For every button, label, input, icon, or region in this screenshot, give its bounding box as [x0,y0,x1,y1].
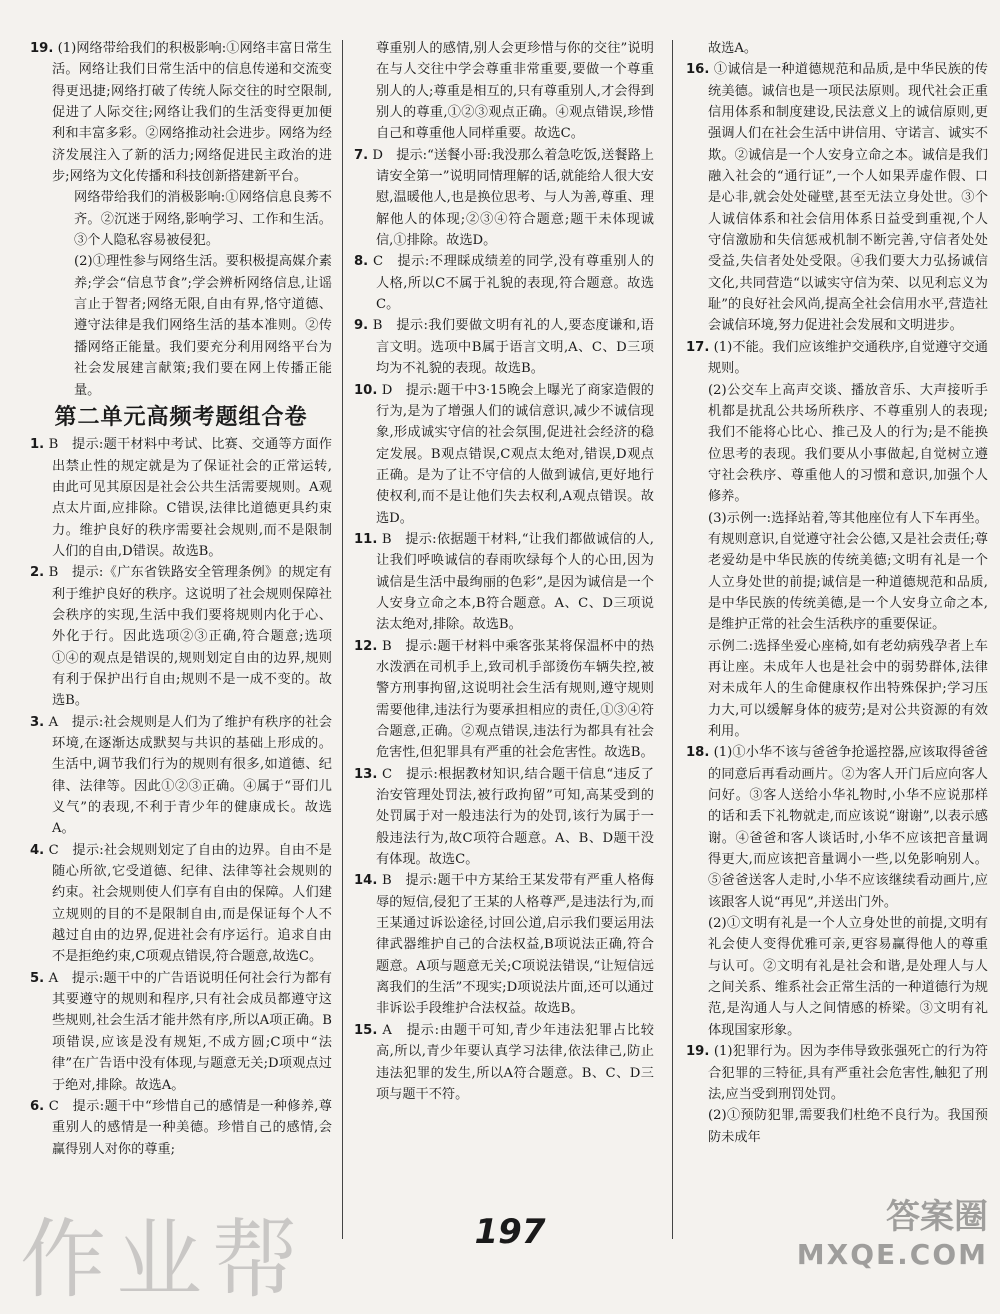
answer-text: 故选A。 [708,41,758,56]
answer-text: (1)①小华不该与爸爸争抢遥控器,应该取得爸爸的同意后再看动画片。②为客人开门后应向客人问好。③客人送给小华礼物时,小华不应说那样的话和丢下礼物就走,而应该说“谢谢”,以表示感谢。④爸爸和客人谈话时,小华不应该把音量调得更大,而应该把音量调小一些,以免影响别人。⑤爸爸送客人走时,小华不应该继续看动画片,应该跟客人说“再见”,并送出门外。 [708,745,988,910]
answer-text: (2)①文明有礼是一个人立身处世的前提,文明有礼会使人变得优雅可亲,更容易赢得他人的尊重与认可。②文明有礼是社会和谐,是处理人与人之间关系、维系社会正常生活的一种道德行为规范,是沟通人与人之间情感的桥梁。③文明有礼体现国家形象。 [708,916,988,1038]
answer-text: 网络带给我们的消极影响:①网络信息良莠不齐。②沉迷于网络,影响学习、工作和生活。③个人隐私容易被侵犯。 [74,190,332,249]
answer-text: 尊重别人的感情,别人会更珍惜与你的交往”说明在与人交往中学会尊重非常重要,要做一个尊重别人的人;尊重是相互的,只有尊重别人,才会得到别人的尊重,①②③观点正确。④观点错误,珍惜自己和尊重他人同样重要。故选C。 [376,41,654,142]
item-number: 16. [686,62,710,78]
answer-15 [354,1020,654,1105]
answer-1 [30,434,332,562]
answer-2 [30,562,332,711]
answer-text: (1)网络带给我们的积极影响:①网络丰富日常生活。网络让我们日常生活中的信息传递和交流变得更迅捷;网络打破了传统人际交往的时空限制,促进了人际交往;网络让我们的生活变得更加便利和丰富多彩。②网络推动社会进步。网络为经济发展注入了新的活力;网络促进民主政治的进步;网络为文化传播和科技创新搭建新平台。 [52,41,332,185]
item-number: 3. [30,714,45,730]
page-number: 197 [474,1212,546,1252]
answer-text: C 提示:题干中“珍惜自己的感情是一种修养,尊重别人的感情是一种美德。珍惜自己的感情,会赢得别人对你的尊重; [48,1098,332,1157]
item-number: 15. [354,1022,378,1038]
answer-text: B 提示:题干材料中考试、比赛、交通等方面作出禁止性的规定就是为了保证社会的正常运转,由此可见其原因是社会公共生活需要规则。A观点太片面,应排除。C错误,法律比道德更具约束力。维护良好的秩序需要社会规则,而不是限制人们的自由,D错误。故选B。 [48,437,332,559]
item-number: 9. [354,318,369,334]
item-number: 1. [30,437,45,453]
answer-text: (1)犯罪行为。因为李伟导致张强死亡的行为符合犯罪的三特征,具有严重社会危害性,触犯了刑法,应当受到刑罚处罚。 [708,1044,988,1102]
answer-12 [354,636,654,764]
watermark-right-top: 答案圈 [886,1197,988,1237]
section-title: 第二单元高频考题组合卷 [54,404,308,430]
column-middle [354,38,654,1105]
item-number: 17. [686,339,710,355]
answer-15-continued [686,38,988,59]
answer-text: C 提示:不理睬成绩差的同学,没有尊重别人的人格,所以C不属于礼貌的表现,符合题意。故选C。 [372,254,654,313]
answer-text: (1)不能。我们应该维护交通秩序,自觉遵守交通规则。 [708,339,988,377]
watermark-right-bottom: MXQE.COM [796,1238,988,1271]
answer-16 [686,59,988,336]
item-number: 12. [354,638,378,654]
answer-text: (3)示例一:选择站着,等其他座位有人下车再坐。有规则意识,自觉遵守社会公德,又是社会责任;尊老爱幼是中华民族的传统美德;文明有礼是一个人立身处世的前提;诚信是一种道德规范和品质,是中华民族的传统美德,是一个人安身立命之本,是维护正常的社会生活秩序的重要保证。 [708,510,988,633]
answer-18-part2 [686,913,988,1041]
item-number: 19. [686,1044,710,1060]
item-number: 4. [30,842,45,858]
answer-19-unit1 [30,38,332,401]
column-left [30,38,332,1160]
item-number: 11. [354,531,378,547]
item-number: 8. [354,254,369,270]
answer-6-continued [354,38,654,145]
answer-13 [354,764,654,871]
answer-6 [30,1096,332,1160]
answer-text: B 提示:《广东省铁路安全管理条例》的规定有利于维护良好的秩序。这说明了社会规则保障社会秩序的实现,生活中我们要将规则内化于心、外化于行。因此选项②③正确,符合题意;选项①④的观点是错误的,规则划定自由的边界,规则有利于保护出行自由;规则不是一成不变的。故选B。 [48,565,332,709]
answer-5 [30,968,332,1096]
answer-19-part2 [686,1105,988,1148]
answer-7 [354,145,654,252]
answer-17 [686,337,988,380]
watermark-left: 作业帮 [20,1210,308,1310]
answer-19 [686,1041,988,1105]
answer-text: (2)公交车上高声交谈、播放音乐、大声接听手机都是扰乱公共场所秩序、不尊重别人的表现;我们不能将心比心、推己及人的行为;是不能换位思考的表现。我们要从小事做起,自觉树立遵守社会秩序、尊重他人的习惯和意识,加强个人修养。 [708,382,988,505]
item-number: 7. [354,147,369,163]
item-number: 19. [30,41,54,56]
answer-9 [354,315,654,379]
answer-text: D 提示:“送餐小哥:我没那么着急吃饭,送餐路上请安全第一”说明同情理解的话,就能给人很大安慰,温暖他人,也是换位思考、与人为善,尊重、理解他人的体现;②③④符合题意;题干未体现诚信,①排除。故选D。 [372,147,654,249]
answer-text: A 提示:社会规则是人们为了维护有秩序的社会环境,在逐渐达成默契与共识的基础上形成的。生活中,调节我们行为的规则有很多,如道德、纪律、法律等。因此①②③正确。④属于“哥们儿义气”的表现,不利于青少年的健康成长。故选A。 [48,714,332,837]
answer-11 [354,529,654,636]
answer-text: C 提示:根据教材知识,结合题干信息“违反了治安管理处罚法,被行政拘留”可知,高某受到的处罚属于对一般违法行为的处罚,该行为属于一般违法行为,故C项符合题意。A、B、D题干没有体现。故选C。 [376,766,654,868]
answer-text: B 提示:我们要做文明有礼的人,要态度谦和,语言文明。选项中B属于语言文明,A、C、D三项均为不礼貌的表现。故选B。 [372,318,654,377]
item-number: 5. [30,970,45,986]
answer-text: B 提示:依据题干材料,“让我们都做诚信的人,让我们呼唤诚信的春雨吹绿每个人的心田,因为诚信是生活中最绚丽的色彩”,是因为诚信是一个人安身立命之本,B符合题意。A、C、D三项说法太绝对,排除。故选B。 [376,531,654,633]
item-number: 18. [686,745,710,761]
answer-text: (2)①预防犯罪,需要我们杜绝不良行为。我国预防未成年 [708,1108,988,1145]
answer-17-example2 [686,636,988,743]
answer-text: 示例二:选择坐爱心座椅,如有老幼病残孕者上车再让座。未成年人也是社会中的弱势群体,法律对未成年人的生命健康权作出特殊保护;学习压力大,可以缓解身体的疲劳;是对公共资源的有效利用。 [708,638,988,739]
item-number: 10. [354,382,378,398]
answer-10 [354,380,654,529]
answer-text: A 提示:题干中的广告语说明任何社会行为都有其要遵守的规则和程序,只有社会成员都遵守这些规则,社会生活才能井然有序,所以A项正确。B项错误,应该是没有规矩,不成方圆;C项中“法律”在广告语中没有体现,与题意无关;D项观点过于绝对,排除。故选A。 [48,970,332,1093]
answer-18 [686,742,988,913]
item-number: 13. [354,766,378,782]
answer-3 [30,712,332,840]
answer-text: B 提示:题干中方某给王某发带有严重人格侮辱的短信,侵犯了王某的人格尊严,是违法行为,而王某通过诉讼途径,讨回公道,启示我们要运用法律武器维护自己的合法权益,B项说法正确,符合题意。A项与题意无关;C项说法错误,“让短信远离我们的生活”不现实;D项说法片面,还可以通过非诉讼手段维护合法权益。故选B。 [376,873,654,1017]
watermark-right [797,1189,988,1271]
answer-8 [354,251,654,315]
answer-17-part2 [686,380,988,508]
answer-text: A 提示:由题干可知,青少年违法犯罪占比较高,所以,青少年要认真学习法律,依法律己,防止违法犯罪的发生,所以A符合题意。B、C、D三项与题干不符。 [376,1022,654,1102]
column-right [686,38,988,1148]
item-number: 6. [30,1098,45,1114]
answer-4 [30,840,332,968]
column-divider [342,40,343,1239]
answer-text: D 提示:题干中3·15晚会上曝光了商家造假的行为,是为了增强人们的诚信意识,减少不诚信现象,形成诚实守信的社会氛围,促进社会经济的稳定发展。B观点错误,C观点太绝对,错误,D观点正确。是为了让不守信的人做到诚信,更好地行使权利,而不是让他们失去权利,A观点错误。故选D。 [376,382,654,526]
answer-text: (2)①理性参与网络生活。要积极提高媒介素养;学会“信息节食”;学会辨析网络信息,让谣言止于智者;网络无限,自由有界,恪守道德、遵守法律是我们网络生活的基本准则。②传播网络正能量。我们要充分利用网络平台为社会发展建言献策;我们要在网上传播正能量。 [74,254,332,398]
answer-17-part3 [686,508,988,636]
answer-text: ①诚信是一种道德规范和品质,是中华民族的传统美德。诚信也是一项民法原则。现代社会正重信用体系和制度建设,民法意义上的诚信原则,更强调人们在社会生活中讲信用、守诺言、诚实不欺。②诚信是一个人安身立命之本。诚信是我们融入社会的“通行证”,一个人如果弄虚作假、口是心非,就会处处碰壁,甚至无法立身处世。③个人诚信体系和社会信用体系日益受到重视,个人守信激励和失信惩戒机制不断完善,守信者处处受益,失信者处处受限。④我们要大力弘扬诚信文化,共同营造“以诚实守信为荣、以见利忘义为耻”的良好社会风尚,提高全社会信用水平,营造社会诚信环境,努力促进社会发展和文明进步。 [708,62,988,334]
answer-text: C 提示:社会规则划定了自由的边界。自由不是随心所欲,它受道德、纪律、法律等社会规则的约束。社会规则使人们享有自由的保障。人们建立规则的目的不是限制自由,而是保证每个人不越过自由的边界,促进社会有序运行。追求自由不是拒绝约束,C项观点错误,符合题意,故选C。 [48,842,332,965]
answer-14 [354,870,654,1019]
column-divider [672,40,673,1239]
item-number: 2. [30,565,45,581]
answer-text: B 提示:题干材料中乘客张某将保温杯中的热水泼洒在司机手上,致司机手部烫伤车辆失控,被警方刑事拘留,这说明社会生活有规则,遵守规则需要他律,违法行为要承担相应的责任,①③④符合题意,正确。②观点错误,违法行为都具有社会危害性,但犯罪具有严重的社会危害性。故选B。 [376,638,654,761]
item-number: 14. [354,873,378,889]
